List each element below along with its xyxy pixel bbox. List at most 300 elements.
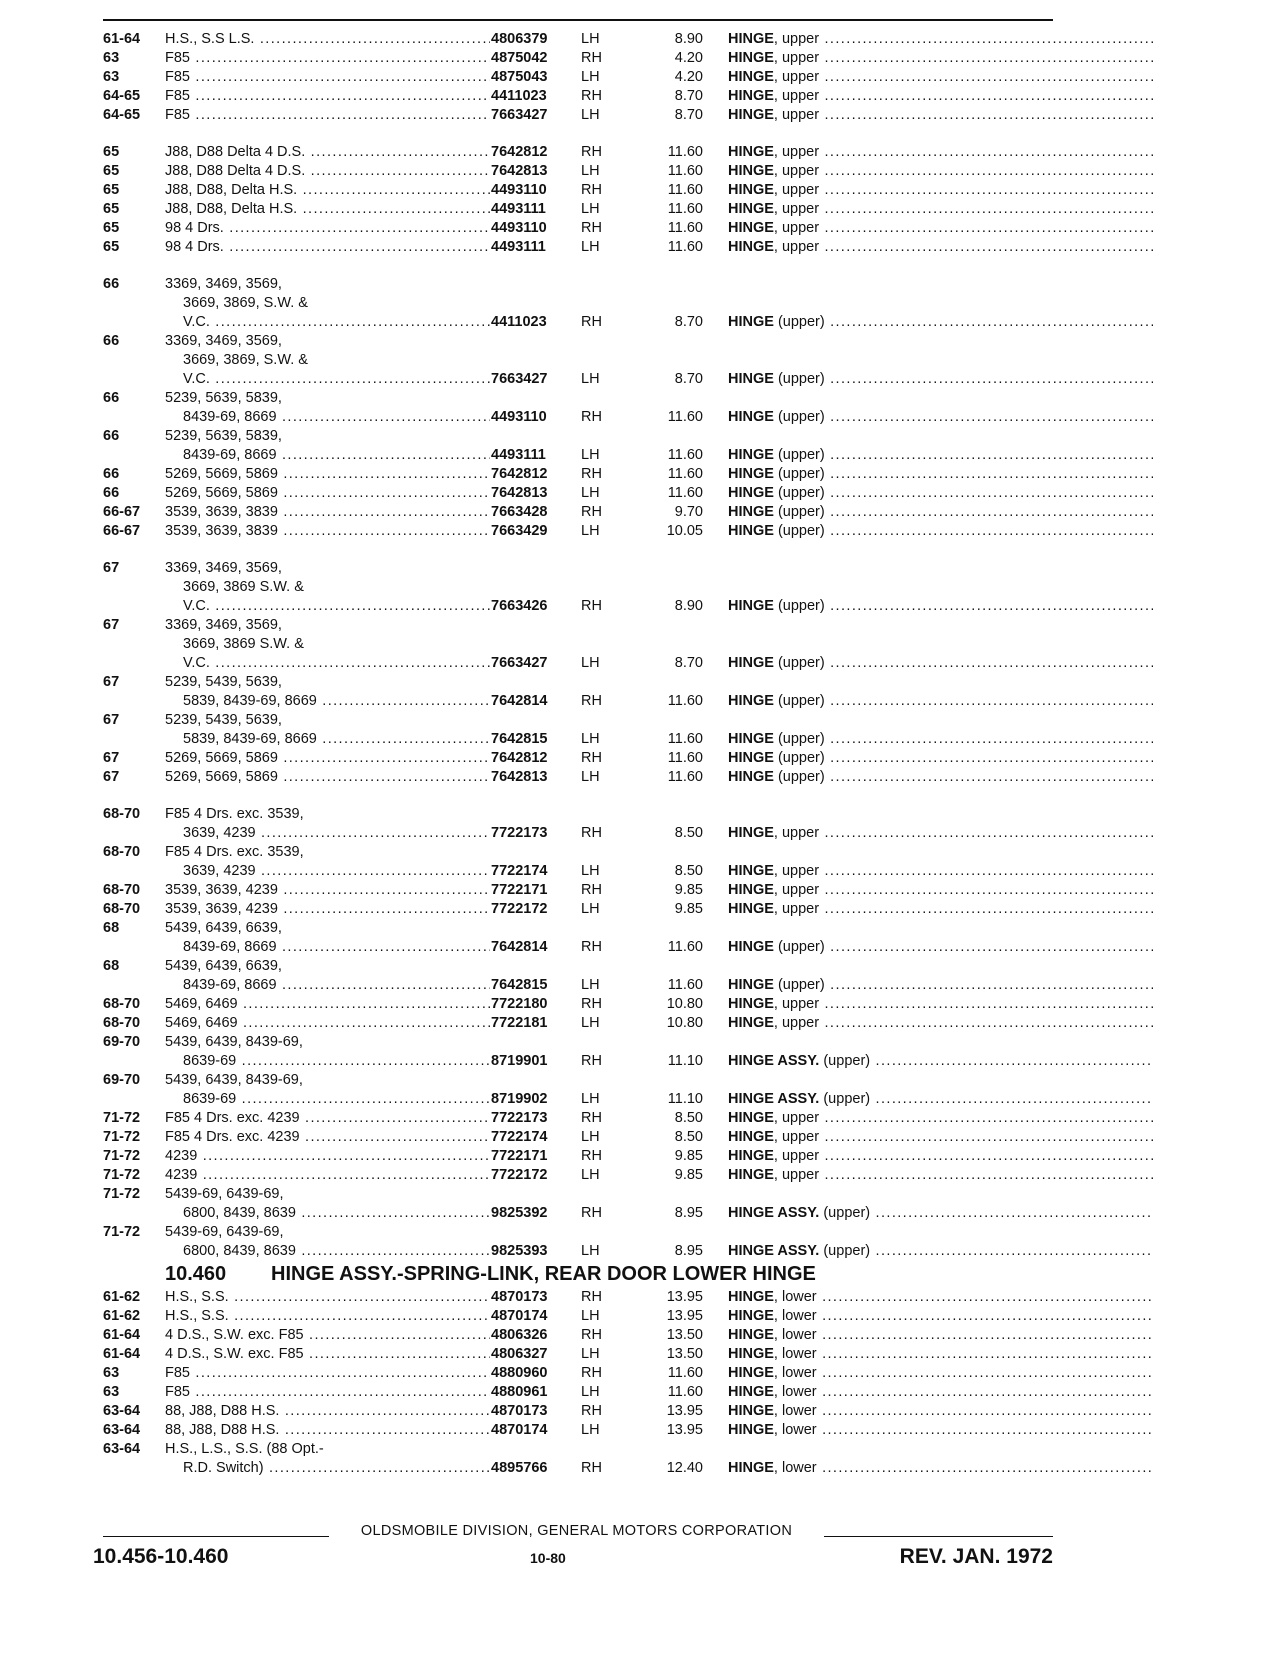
- side: LH: [581, 31, 600, 47]
- part-name: HINGE: [728, 504, 774, 520]
- part-number: 9825393: [491, 1243, 548, 1259]
- model-year: 63: [103, 1384, 120, 1400]
- part-description: [728, 1204, 1153, 1223]
- table-row: [103, 1421, 1053, 1440]
- part-number: 4493111: [491, 447, 546, 463]
- model-year: 66: [103, 428, 120, 444]
- footer-rule-right: [824, 1536, 1053, 1537]
- part-number: 4493110: [491, 182, 547, 198]
- side: LH: [581, 1422, 600, 1438]
- model-description: H.S., S.S. .....: [165, 1307, 490, 1326]
- model-description: 5469, 6469 .....: [165, 995, 490, 1014]
- model-description: 8639-69 .....: [183, 1052, 490, 1071]
- model-year: 65: [103, 144, 120, 160]
- part-qualifier: , lower: [773, 1460, 817, 1476]
- part-description: [728, 465, 1153, 484]
- part-description: [728, 446, 1153, 465]
- part-name: HINGE ASSY.: [728, 1053, 820, 1069]
- price: 11.10: [667, 1053, 703, 1069]
- table-row: [103, 313, 1053, 332]
- model-description: V.C. .....: [183, 654, 490, 673]
- part-number: 7663429: [491, 523, 548, 539]
- table-row: [103, 692, 1053, 711]
- part-name: HINGE: [728, 1015, 774, 1031]
- part-number: 7642813: [491, 163, 548, 179]
- table-row: [103, 768, 1053, 787]
- part-name: HINGE: [728, 50, 774, 66]
- price: 8.70: [674, 107, 703, 123]
- model-year: 66-67: [103, 504, 141, 520]
- part-qualifier: (upper): [773, 977, 825, 993]
- part-description: [728, 1383, 1153, 1402]
- parts-list: [103, 30, 1053, 1478]
- part-description: [728, 692, 1153, 711]
- model-description: J88, D88, Delta H.S. .....: [165, 200, 490, 219]
- model-year: 71-72: [103, 1167, 141, 1183]
- price: 8.70: [674, 655, 703, 671]
- part-qualifier: (upper): [773, 447, 825, 463]
- model-description: 5439, 6439, 6639,: [165, 958, 282, 974]
- part-qualifier: , lower: [773, 1327, 817, 1343]
- model-year: 64-65: [103, 88, 141, 104]
- part-qualifier: (upper): [819, 1205, 871, 1221]
- table-row: [103, 711, 1053, 730]
- model-description: 5269, 5669, 5869 .....: [165, 749, 490, 768]
- price: 11.60: [667, 485, 703, 501]
- part-number: 7642814: [491, 693, 548, 709]
- table-row: [103, 1307, 1053, 1326]
- model-description: F85 .....: [165, 49, 490, 68]
- side: LH: [581, 1167, 600, 1183]
- price: 13.50: [666, 1346, 703, 1362]
- model-year: 66: [103, 276, 120, 292]
- part-number: 7663427: [491, 371, 548, 387]
- model-description: 5439, 6439, 8439-69,: [165, 1072, 303, 1088]
- model-year: 63: [103, 50, 120, 66]
- part-number: 4880961: [491, 1384, 548, 1400]
- part-qualifier: , upper: [773, 31, 820, 47]
- side: LH: [581, 485, 600, 501]
- price: 8.95: [674, 1205, 703, 1221]
- side: LH: [581, 1015, 600, 1031]
- part-number: 8719902: [491, 1091, 548, 1107]
- model-year: 61-64: [103, 1327, 141, 1343]
- part-name: HINGE: [728, 485, 774, 501]
- model-year: 71-72: [103, 1224, 141, 1240]
- part-number: 4875042: [491, 50, 548, 66]
- part-qualifier: , upper: [773, 239, 820, 255]
- price: 11.60: [667, 409, 703, 425]
- side: LH: [581, 1129, 600, 1145]
- part-description: [728, 162, 1153, 181]
- part-name: HINGE: [728, 1289, 774, 1305]
- table-row: [103, 1459, 1053, 1478]
- part-qualifier: (upper): [773, 466, 825, 482]
- side: RH: [581, 144, 602, 160]
- side: LH: [581, 1384, 600, 1400]
- part-description: [728, 1147, 1153, 1166]
- part-number: 4875043: [491, 69, 548, 85]
- price: 12.40: [666, 1460, 703, 1476]
- part-name: HINGE: [728, 1422, 774, 1438]
- price: 8.50: [674, 1110, 703, 1126]
- table-row: [103, 1345, 1053, 1364]
- group-spacer: [103, 541, 1053, 559]
- part-qualifier: (upper): [773, 371, 825, 387]
- part-name: HINGE: [728, 863, 774, 879]
- side: LH: [581, 69, 600, 85]
- side: RH: [581, 1148, 602, 1164]
- part-name: HINGE: [728, 901, 774, 917]
- footer-section-range: 10.456-10.460: [93, 1545, 229, 1568]
- part-qualifier: , lower: [773, 1308, 817, 1324]
- model-description: 98 4 Drs. .....: [165, 219, 490, 238]
- price: 11.60: [667, 239, 703, 255]
- model-year: 67: [103, 560, 120, 576]
- price: 10.80: [666, 996, 703, 1012]
- part-name: HINGE: [728, 201, 774, 217]
- side: RH: [581, 996, 602, 1012]
- side: RH: [581, 598, 602, 614]
- part-description: [728, 1166, 1153, 1185]
- side: LH: [581, 863, 600, 879]
- part-name: HINGE: [728, 163, 774, 179]
- table-row: [103, 749, 1053, 768]
- part-number: 7663427: [491, 655, 548, 671]
- price: 13.95: [666, 1308, 703, 1324]
- side: LH: [581, 201, 600, 217]
- model-description: 3669, 3869, S.W. &: [183, 352, 308, 368]
- group-e: [103, 805, 1053, 1261]
- part-description: [728, 976, 1153, 995]
- model-description: V.C. .....: [183, 597, 490, 616]
- part-name: HINGE: [728, 31, 774, 47]
- model-description: 5439-69, 6439-69,: [165, 1186, 284, 1202]
- part-name: HINGE: [728, 371, 774, 387]
- table-row: [103, 1223, 1053, 1242]
- footer-revision: REV. JAN. 1972: [899, 1545, 1053, 1568]
- section-title: HINGE ASSY.-SPRING-LINK, REAR DOOR LOWER HINGE: [271, 1263, 816, 1285]
- table-row: [103, 597, 1053, 616]
- table-row: [103, 843, 1053, 862]
- price: 13.95: [666, 1422, 703, 1438]
- model-year: 65: [103, 182, 120, 198]
- side: RH: [581, 220, 602, 236]
- model-description: H.S., L.S., S.S. (88 Opt.-: [165, 1441, 324, 1457]
- table-row: [103, 30, 1053, 49]
- part-description: [728, 1345, 1153, 1364]
- part-number: 7642815: [491, 731, 548, 747]
- model-year: 67: [103, 617, 120, 633]
- group-spacer: [103, 125, 1053, 143]
- part-name: HINGE: [728, 182, 774, 198]
- model-year: 67: [103, 674, 120, 690]
- model-description: 8439-69, 8669 .....: [183, 408, 490, 427]
- part-name: HINGE: [728, 144, 774, 160]
- model-description: 8439-69, 8669 .....: [183, 446, 490, 465]
- part-qualifier: (upper): [773, 504, 825, 520]
- table-row: [103, 408, 1053, 427]
- part-number: 7722171: [491, 882, 548, 898]
- part-number: 4493111: [491, 239, 546, 255]
- part-qualifier: (upper): [773, 409, 825, 425]
- side: RH: [581, 1205, 602, 1221]
- part-name: HINGE ASSY.: [728, 1205, 820, 1221]
- part-qualifier: (upper): [819, 1243, 871, 1259]
- price: 10.05: [666, 523, 703, 539]
- side: LH: [581, 1346, 600, 1362]
- model-year: 63-64: [103, 1422, 141, 1438]
- model-description: 3369, 3469, 3569,: [165, 617, 282, 633]
- part-name: HINGE: [728, 69, 774, 85]
- price: 13.95: [666, 1289, 703, 1305]
- table-row: [103, 881, 1053, 900]
- part-qualifier: , upper: [773, 201, 820, 217]
- side: RH: [581, 182, 602, 198]
- part-description: [728, 730, 1153, 749]
- part-qualifier: (upper): [819, 1053, 871, 1069]
- price: 8.70: [674, 371, 703, 387]
- model-description: 5439, 6439, 6639,: [165, 920, 282, 936]
- part-number: 4870174: [491, 1308, 548, 1324]
- part-qualifier: , upper: [773, 996, 820, 1012]
- part-qualifier: (upper): [773, 731, 825, 747]
- part-number: 7722171: [491, 1148, 548, 1164]
- side: RH: [581, 504, 602, 520]
- model-description: F85 .....: [165, 87, 490, 106]
- part-name: HINGE: [728, 731, 774, 747]
- part-number: 7642813: [491, 485, 548, 501]
- table-row: [103, 1014, 1053, 1033]
- table-row: [103, 370, 1053, 389]
- part-name: HINGE: [728, 693, 774, 709]
- part-number: 4870173: [491, 1289, 548, 1305]
- model-year: 68-70: [103, 996, 141, 1012]
- side: RH: [581, 750, 602, 766]
- model-year: 66: [103, 333, 120, 349]
- table-row: [103, 1288, 1053, 1307]
- model-year: 68-70: [103, 901, 141, 917]
- footer-page-number: 10-80: [530, 1550, 566, 1566]
- model-description: 5439, 6439, 8439-69,: [165, 1034, 303, 1050]
- part-name: HINGE: [728, 769, 774, 785]
- part-qualifier: , upper: [773, 1167, 820, 1183]
- top-rule: [103, 19, 1053, 21]
- side: LH: [581, 977, 600, 993]
- model-description: 3669, 3869, S.W. &: [183, 295, 308, 311]
- part-number: 4806326: [491, 1327, 548, 1343]
- part-name: HINGE: [728, 1365, 774, 1381]
- table-row: [103, 805, 1053, 824]
- part-number: 4880960: [491, 1365, 548, 1381]
- part-qualifier: (upper): [773, 314, 825, 330]
- price: 13.95: [666, 1403, 703, 1419]
- model-description: 4239 .....: [165, 1147, 490, 1166]
- table-row: [103, 559, 1053, 578]
- part-name: HINGE: [728, 1167, 774, 1183]
- part-qualifier: (upper): [773, 750, 825, 766]
- model-description: 3539, 3639, 4239 .....: [165, 881, 490, 900]
- part-description: [728, 1364, 1153, 1383]
- footer-rule-left: [103, 1536, 329, 1537]
- price: 8.50: [674, 825, 703, 841]
- model-description: 5839, 8439-69, 8669 .....: [183, 692, 490, 711]
- part-description: [728, 181, 1153, 200]
- model-description: V.C. .....: [183, 370, 490, 389]
- table-row: [103, 1440, 1053, 1459]
- price: 11.60: [667, 693, 703, 709]
- model-year: 63-64: [103, 1441, 141, 1457]
- part-name: HINGE: [728, 1327, 774, 1343]
- part-description: [728, 219, 1153, 238]
- part-name: HINGE: [728, 939, 774, 955]
- part-number: 7663427: [491, 107, 548, 123]
- model-description: 5269, 5669, 5869 .....: [165, 768, 490, 787]
- part-qualifier: (upper): [819, 1091, 871, 1107]
- model-description: 88, J88, D88 H.S. .....: [165, 1421, 490, 1440]
- table-row: [103, 143, 1053, 162]
- part-number: 7722174: [491, 863, 548, 879]
- side: LH: [581, 1243, 600, 1259]
- model-year: 71-72: [103, 1129, 141, 1145]
- part-number: 4493110: [491, 409, 547, 425]
- part-qualifier: , lower: [773, 1289, 817, 1305]
- part-name: HINGE: [728, 1403, 774, 1419]
- model-description: 4 D.S., S.W. exc. F85 .....: [165, 1326, 490, 1345]
- part-name: HINGE: [728, 239, 774, 255]
- part-qualifier: , lower: [773, 1346, 817, 1362]
- part-number: 7722172: [491, 901, 548, 917]
- group-d: [103, 559, 1053, 787]
- price: 9.85: [674, 901, 703, 917]
- price: 11.60: [667, 201, 703, 217]
- part-description: [728, 87, 1153, 106]
- model-description: 3369, 3469, 3569,: [165, 333, 282, 349]
- table-row: [103, 351, 1053, 370]
- model-description: 5839, 8439-69, 8669 .....: [183, 730, 490, 749]
- part-number: 7722172: [491, 1167, 548, 1183]
- part-qualifier: , upper: [773, 88, 820, 104]
- model-description: F85 .....: [165, 1364, 490, 1383]
- table-row: [103, 68, 1053, 87]
- table-row: [103, 730, 1053, 749]
- side: LH: [581, 163, 600, 179]
- table-row: [103, 1147, 1053, 1166]
- part-description: [728, 1402, 1153, 1421]
- part-name: HINGE: [728, 447, 774, 463]
- part-number: 7722180: [491, 996, 548, 1012]
- part-qualifier: (upper): [773, 485, 825, 501]
- model-description: F85 .....: [165, 1383, 490, 1402]
- table-row: [103, 1204, 1053, 1223]
- part-description: [728, 408, 1153, 427]
- side: RH: [581, 1053, 602, 1069]
- side: RH: [581, 1327, 602, 1343]
- model-description: H.S., S.S. .....: [165, 1288, 490, 1307]
- model-description: 3369, 3469, 3569,: [165, 276, 282, 292]
- model-description: R.D. Switch) .....: [183, 1459, 490, 1478]
- model-description: 3639, 4239 .....: [183, 862, 490, 881]
- part-number: 8719901: [491, 1053, 548, 1069]
- table-row: [103, 49, 1053, 68]
- part-description: [728, 824, 1153, 843]
- table-row: [103, 654, 1053, 673]
- part-description: [728, 200, 1153, 219]
- model-description: 5239, 5439, 5639,: [165, 712, 282, 728]
- part-qualifier: , upper: [773, 1015, 820, 1031]
- table-row: [103, 919, 1053, 938]
- price: 11.60: [667, 163, 703, 179]
- part-qualifier: , upper: [773, 107, 820, 123]
- price: 11.60: [667, 731, 703, 747]
- part-qualifier: , upper: [773, 863, 820, 879]
- part-number: 7642815: [491, 977, 548, 993]
- table-row: [103, 862, 1053, 881]
- side: RH: [581, 825, 602, 841]
- model-description: 8439-69, 8669 .....: [183, 938, 490, 957]
- part-qualifier: (upper): [773, 598, 825, 614]
- table-row: [103, 503, 1053, 522]
- table-row: [103, 181, 1053, 200]
- model-description: 3669, 3869 S.W. &: [183, 579, 304, 595]
- side: LH: [581, 901, 600, 917]
- part-description: [728, 862, 1153, 881]
- part-number: 7722181: [491, 1015, 548, 1031]
- part-qualifier: , upper: [773, 825, 820, 841]
- part-qualifier: (upper): [773, 655, 825, 671]
- part-description: [728, 995, 1153, 1014]
- table-row: [103, 87, 1053, 106]
- group-spacer: [103, 257, 1053, 275]
- part-description: [728, 1421, 1153, 1440]
- part-number: 4806379: [491, 31, 548, 47]
- part-qualifier: , upper: [773, 163, 820, 179]
- table-row: [103, 1071, 1053, 1090]
- model-description: F85 .....: [165, 68, 490, 87]
- model-description: 5269, 5669, 5869 .....: [165, 484, 490, 503]
- part-description: [728, 749, 1153, 768]
- model-description: F85 .....: [165, 106, 490, 125]
- part-description: [728, 1128, 1153, 1147]
- model-description: 8439-69, 8669 .....: [183, 976, 490, 995]
- part-number: 4411023: [491, 88, 547, 104]
- part-number: 7722173: [491, 1110, 548, 1126]
- model-description: 8639-69 .....: [183, 1090, 490, 1109]
- price: 11.60: [667, 447, 703, 463]
- side: RH: [581, 1403, 602, 1419]
- table-row: [103, 1402, 1053, 1421]
- table-row: [103, 673, 1053, 692]
- model-description: 3369, 3469, 3569,: [165, 560, 282, 576]
- side: RH: [581, 1289, 602, 1305]
- part-qualifier: , lower: [773, 1422, 817, 1438]
- model-description: 5439-69, 6439-69,: [165, 1224, 284, 1240]
- part-number: 7663426: [491, 598, 548, 614]
- table-row: [103, 1326, 1053, 1345]
- part-name: HINGE: [728, 1308, 774, 1324]
- price: 11.60: [667, 750, 703, 766]
- part-name: HINGE: [728, 882, 774, 898]
- part-description: [728, 522, 1153, 541]
- price: 11.60: [667, 466, 703, 482]
- price: 11.60: [667, 1365, 703, 1381]
- group-c: [103, 275, 1053, 541]
- price: 11.60: [667, 144, 703, 160]
- model-year: 68-70: [103, 1015, 141, 1031]
- part-name: HINGE: [728, 220, 774, 236]
- part-number: 7642812: [491, 750, 548, 766]
- model-description: 4 D.S., S.W. exc. F85 .....: [165, 1345, 490, 1364]
